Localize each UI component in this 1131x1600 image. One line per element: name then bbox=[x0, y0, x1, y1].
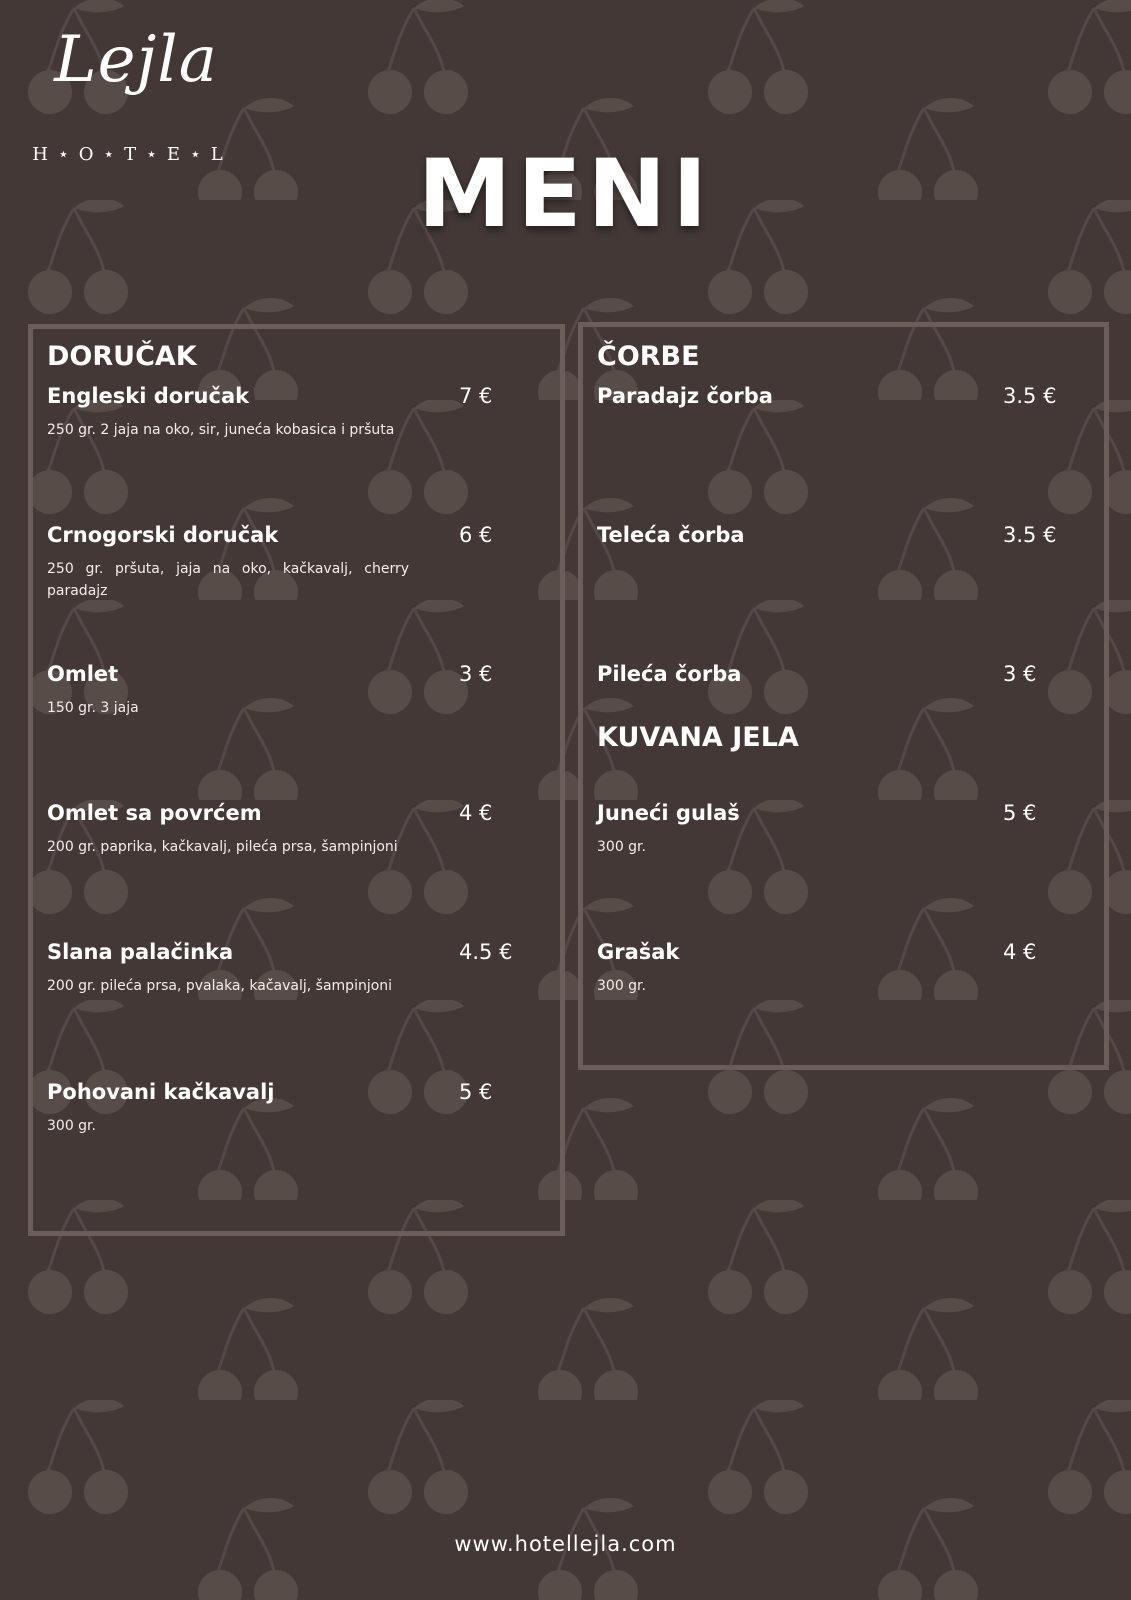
menu-item-desc: 300 gr. bbox=[597, 978, 646, 994]
menu-item-name: Slana palačinka bbox=[47, 940, 234, 964]
section-title-soups: ČORBE bbox=[597, 341, 700, 372]
footer-website-link[interactable]: www.hotellejla.com bbox=[454, 1532, 677, 1556]
menu-item-price: 4 € bbox=[459, 801, 493, 825]
menu-item-desc: 300 gr. bbox=[597, 839, 646, 855]
menu-item-name: Grašak bbox=[597, 940, 680, 964]
section-title-breakfast: DORUČAK bbox=[47, 341, 197, 372]
soups-cooked-panel bbox=[578, 322, 1109, 1070]
menu-item-price: 4.5 € bbox=[459, 940, 513, 964]
menu-item-name: Juneći gulaš bbox=[597, 801, 740, 825]
menu-item-desc: 150 gr. 3 jaja bbox=[47, 700, 139, 716]
logo-script-text: Lejla bbox=[54, 23, 218, 97]
menu-item-desc: 250 gr. pršuta, jaja na oko, kačkavalj, cherry paradajz bbox=[47, 561, 409, 599]
menu-item-price: 6 € bbox=[459, 523, 493, 547]
menu-item-price: 3 € bbox=[1003, 662, 1037, 686]
menu-item-name: Engleski doručak bbox=[47, 384, 250, 408]
logo-hotel-text: H ⋆ O ⋆ T ⋆ E ⋆ L bbox=[32, 144, 225, 165]
menu-item-price: 7 € bbox=[459, 384, 493, 408]
menu-item-price: 3 € bbox=[459, 662, 493, 686]
section-title-cooked: KUVANA JELA bbox=[597, 722, 799, 753]
menu-item-name: Pileća čorba bbox=[597, 662, 742, 686]
menu-item-name: Omlet bbox=[47, 662, 119, 686]
menu-item-price: 3.5 € bbox=[1003, 523, 1057, 547]
menu-item-desc: 200 gr. pileća prsa, pvalaka, kačavalj, šampinjoni bbox=[47, 978, 393, 994]
breakfast-panel bbox=[28, 324, 565, 1236]
menu-item-name: Teleća čorba bbox=[597, 523, 745, 547]
menu-item-price: 5 € bbox=[459, 1080, 493, 1104]
menu-item-name: Pohovani kačkavalj bbox=[47, 1080, 275, 1104]
menu-item-price: 4 € bbox=[1003, 940, 1037, 964]
menu-item-desc: 200 gr. paprika, kačkavalj, pileća prsa, šampinjoni bbox=[47, 839, 398, 855]
menu-item-name: Omlet sa povrćem bbox=[47, 801, 262, 825]
menu-item-price: 5 € bbox=[1003, 801, 1037, 825]
menu-item-name: Crnogorski doručak bbox=[47, 523, 279, 547]
menu-item-name: Paradajz čorba bbox=[597, 384, 773, 408]
menu-item-price: 3.5 € bbox=[1003, 384, 1057, 408]
page-title: MENI bbox=[417, 140, 714, 249]
menu-item-desc: 300 gr. bbox=[47, 1118, 96, 1134]
menu-item-desc: 250 gr. 2 jaja na oko, sir, juneća kobasica i pršuta bbox=[47, 422, 395, 438]
